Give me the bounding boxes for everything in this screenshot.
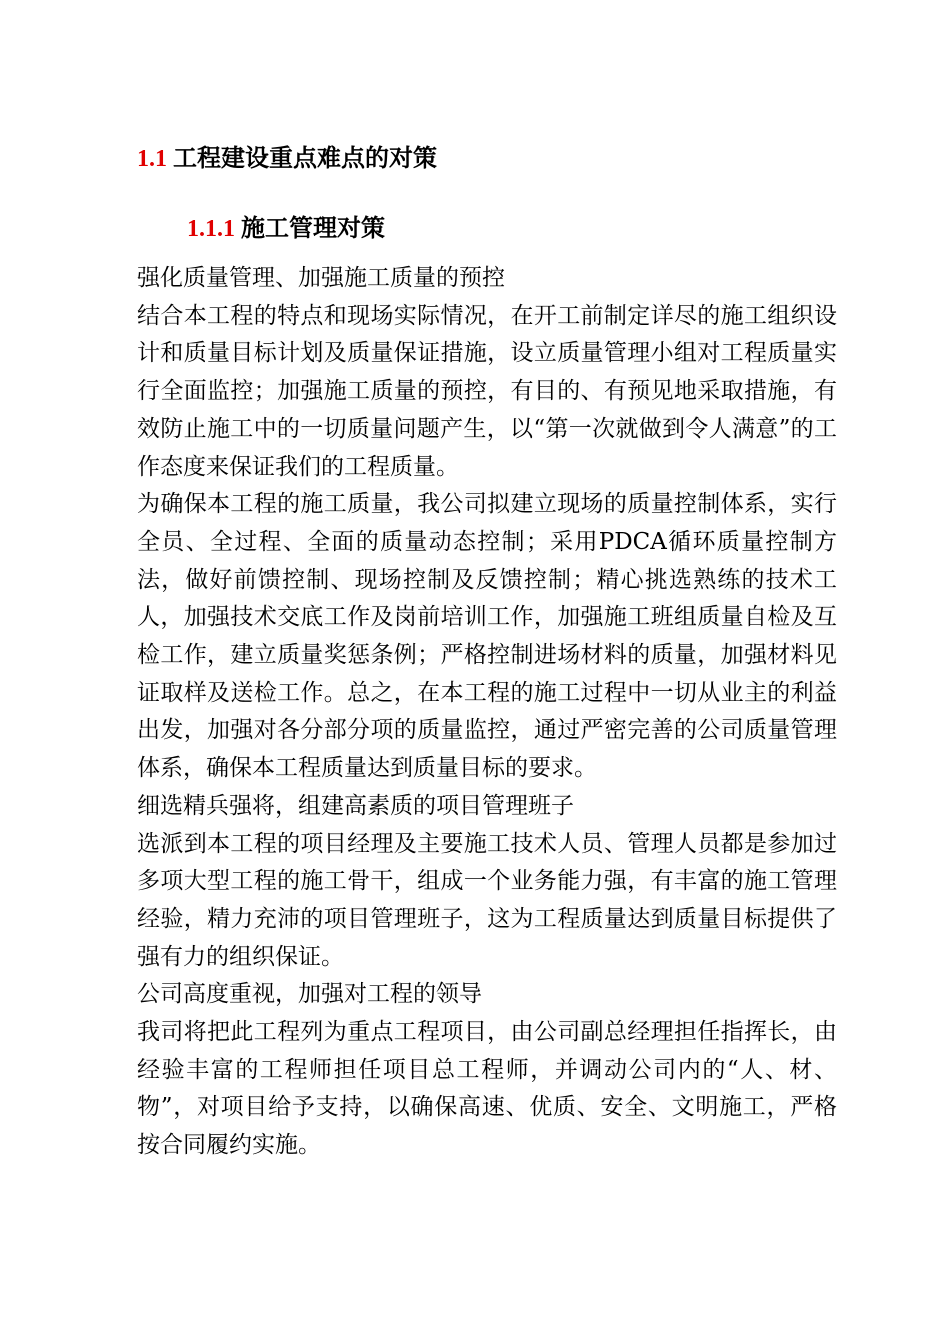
paragraph-subheading: 细选精兵强将，组建高素质的项目管理班子 (137, 792, 574, 819)
paragraph: 为确保本工程的施工质量，我公司拟建立现场的质量控制体系，实行全员、全过程、全面的质量动态控制；采用PDCA循环质量控制方法，做好前馈控制、现场控制及反馈控制；精心挑选熟练的技术工人，加强技术交底工作及岗前培训工作，加强施工班组质量自检及互检工作，建立质量奖惩条例；严格控制进场材料的质量，加强材料见证取样及送检工作。总之，在本工程的施工过程中一切从业主的利益出发，加强对各分部分项的质量监控，通过严密完善的公司质量管理体系，确保本工程质量达到质量目标的要求。 (137, 491, 837, 782)
section-number: 1.1 (137, 146, 167, 172)
paragraph-subheading: 强化质量管理、加强施工质量的预控 (137, 265, 505, 291)
section-heading-1-1 (137, 140, 437, 177)
subsection-title: 施工管理对策 (241, 213, 385, 242)
paragraph: 选派到本工程的项目经理及主要施工技术人员、管理人员都是参加过多项大型工程的施工骨干，组成一个业务能力强，有丰富的施工管理经验，精力充沛的项目管理班子，这为工程质量达到质量目标提供了强有力的组织保证。 (137, 830, 837, 970)
section-title: 工程建设重点难点的对策 (173, 143, 437, 172)
paragraph-subheading: 公司高度重视，加强对工程的领导 (137, 981, 482, 1008)
document-body (137, 260, 837, 1165)
subsection-heading-1-1-1 (187, 210, 385, 247)
paragraph: 结合本工程的特点和现场实际情况，在开工前制定详尽的施工组织设计和质量目标计划及质量保证措施，设立质量管理小组对工程质量实行全面监控；加强施工质量的预控，有目的、有预见地采取措施，有效防止施工中的一切质量问题产生，以“第一次就做到令人满意”的工作态度来保证我们的工程质量。 (137, 302, 837, 480)
paragraph: 我司将把此工程列为重点工程项目，由公司副总经理担任指挥长，由经验丰富的工程师担任项目总工程师，并调动公司内的“人、材、物”，对项目给予支持，以确保高速、优质、安全、文明施工，严格按合同履约实施。 (137, 1019, 837, 1159)
subsection-number: 1.1.1 (187, 216, 235, 242)
